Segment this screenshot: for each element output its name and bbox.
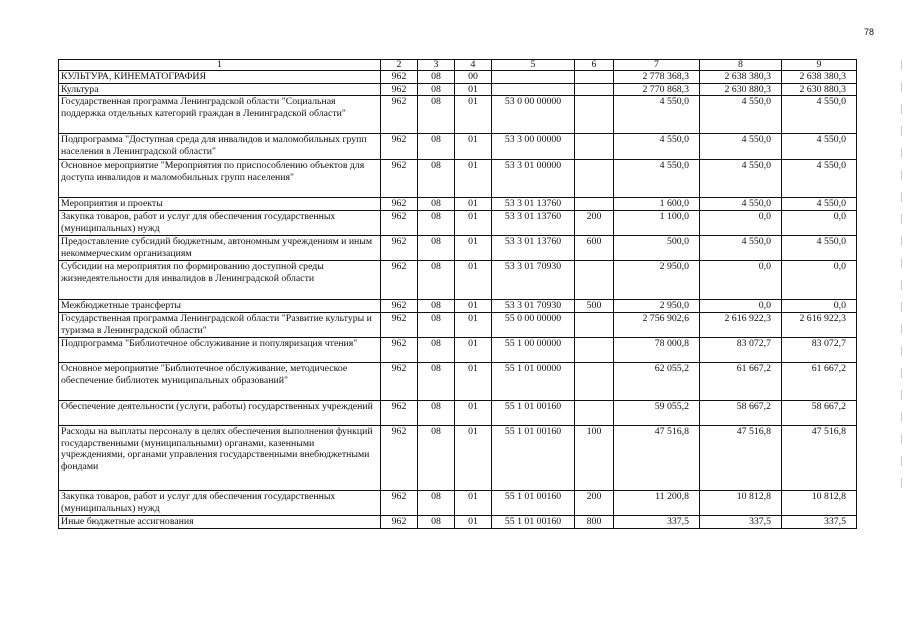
- subsection-code-cell: 01: [455, 401, 492, 426]
- row-name-cell: Подпрограмма "Библиотечное обслуживание и популяризация чтения": [59, 338, 381, 363]
- grbs-code-cell: 962: [381, 363, 418, 401]
- table-body: [59, 71, 857, 529]
- row-name-cell: Обеспечение деятельности (услуги, работы) государственных учреждений: [59, 401, 381, 426]
- target-article-cell: 55 1 01 00160: [492, 491, 575, 516]
- amount-year1-cell: 2 778 368,3: [614, 71, 700, 84]
- row-name-cell: Предоставление субсидий бюджетным, автономным учреждениям и иным некоммерческим организациям: [59, 236, 381, 261]
- target-article-cell: 53 0 00 00000: [492, 96, 575, 134]
- amount-year1-cell: 59 055,2: [614, 401, 700, 426]
- grbs-code-cell: 962: [381, 491, 418, 516]
- expense-type-cell: 500: [575, 300, 614, 313]
- row-name-cell: Основное мероприятие "Библиотечное обслуживание, методическое обеспечение библиотек муниципальных образований": [59, 363, 381, 401]
- target-article-cell: 55 1 01 00160: [492, 426, 575, 491]
- section-code-cell: 08: [418, 71, 455, 84]
- amount-year1-cell: 4 550,0: [614, 160, 700, 198]
- expense-type-cell: [575, 261, 614, 300]
- grbs-code-cell: 962: [381, 198, 418, 211]
- expense-type-cell: 600: [575, 236, 614, 261]
- expense-type-cell: [575, 198, 614, 211]
- expense-type-cell: 800: [575, 516, 614, 529]
- section-code-cell: 08: [418, 160, 455, 198]
- grbs-code-cell: 962: [381, 134, 418, 160]
- amount-year2-cell: 0,0: [700, 300, 782, 313]
- grbs-code-cell: 962: [381, 96, 418, 134]
- row-name-cell: Закупка товаров, работ и услуг для обеспечения государственных (муниципальных) нужд: [59, 211, 381, 236]
- amount-year2-cell: 2 630 880,3: [700, 83, 782, 96]
- section-code-cell: 08: [418, 491, 455, 516]
- amount-year3-cell: 0,0: [782, 211, 857, 236]
- subsection-code-cell: 01: [455, 83, 492, 96]
- target-article-cell: 55 1 01 00160: [492, 516, 575, 529]
- amount-year2-cell: 4 550,0: [700, 198, 782, 211]
- table-row: [59, 71, 857, 84]
- amount-year2-cell: 2 638 380,3: [700, 71, 782, 84]
- amount-year2-cell: 58 667,2: [700, 401, 782, 426]
- amount-year3-cell: 61 667,2: [782, 363, 857, 401]
- subsection-code-cell: 01: [455, 211, 492, 236]
- subsection-code-cell: 01: [455, 426, 492, 491]
- expense-type-cell: [575, 160, 614, 198]
- amount-year1-cell: 2 756 902,6: [614, 313, 700, 338]
- row-name-cell: КУЛЬТУРА, КИНЕМАТОГРАФИЯ: [59, 71, 381, 84]
- table-row: [59, 261, 857, 300]
- section-code-cell: 08: [418, 363, 455, 401]
- table-row: [59, 211, 857, 236]
- subsection-code-cell: 01: [455, 300, 492, 313]
- scan-edge-mark: [901, 60, 902, 490]
- grbs-code-cell: 962: [381, 236, 418, 261]
- row-name-cell: Подпрограмма "Доступная среда для инвалидов и маломобильных групп населения в Ленинградской области": [59, 134, 381, 160]
- budget-table: [58, 59, 857, 529]
- expense-type-cell: [575, 338, 614, 363]
- target-article-cell: 53 3 01 13760: [492, 198, 575, 211]
- section-code-cell: 08: [418, 338, 455, 363]
- amount-year2-cell: 10 812,8: [700, 491, 782, 516]
- amount-year3-cell: 4 550,0: [782, 134, 857, 160]
- target-article-cell: 55 1 01 00000: [492, 363, 575, 401]
- target-article-cell: 53 3 00 00000: [492, 134, 575, 160]
- page-number: 78: [863, 27, 874, 37]
- amount-year3-cell: 2 616 922,3: [782, 313, 857, 338]
- section-code-cell: 08: [418, 96, 455, 134]
- amount-year2-cell: 83 072,7: [700, 338, 782, 363]
- amount-year3-cell: 0,0: [782, 261, 857, 300]
- col-name-header: 1: [59, 60, 381, 71]
- row-name-cell: Государственная программа Ленинградской области "Социальная поддержка отдельных категорий граждан в Ленинградской области": [59, 96, 381, 134]
- column-number-row: [59, 60, 857, 71]
- col-target-article-header: 5: [492, 60, 575, 71]
- col-year1-header: 7: [614, 60, 700, 71]
- amount-year1-cell: 337,5: [614, 516, 700, 529]
- section-code-cell: 08: [418, 426, 455, 491]
- amount-year1-cell: 2 950,0: [614, 261, 700, 300]
- row-name-cell: Основное мероприятие "Мероприятия по приспособлению объектов для доступа инвалидов и маломобильных групп населения": [59, 160, 381, 198]
- section-code-cell: 08: [418, 134, 455, 160]
- amount-year1-cell: 78 000,8: [614, 338, 700, 363]
- amount-year1-cell: 4 550,0: [614, 134, 700, 160]
- amount-year3-cell: 58 667,2: [782, 401, 857, 426]
- grbs-code-cell: 962: [381, 261, 418, 300]
- table-row: [59, 338, 857, 363]
- amount-year3-cell: 10 812,8: [782, 491, 857, 516]
- expense-type-cell: 100: [575, 426, 614, 491]
- amount-year3-cell: 2 630 880,3: [782, 83, 857, 96]
- table-row: [59, 300, 857, 313]
- amount-year2-cell: 4 550,0: [700, 236, 782, 261]
- subsection-code-cell: 01: [455, 198, 492, 211]
- section-code-cell: 08: [418, 83, 455, 96]
- col-section-header: 3: [418, 60, 455, 71]
- subsection-code-cell: 01: [455, 491, 492, 516]
- grbs-code-cell: 962: [381, 160, 418, 198]
- col-year3-header: 9: [782, 60, 857, 71]
- section-code-cell: 08: [418, 401, 455, 426]
- table-row: [59, 236, 857, 261]
- table-row: [59, 491, 857, 516]
- grbs-code-cell: 962: [381, 313, 418, 338]
- amount-year3-cell: 4 550,0: [782, 236, 857, 261]
- row-name-cell: Межбюджетные трансферты: [59, 300, 381, 313]
- amount-year1-cell: 1 600,0: [614, 198, 700, 211]
- amount-year3-cell: 4 550,0: [782, 198, 857, 211]
- section-code-cell: 08: [418, 236, 455, 261]
- subsection-code-cell: 00: [455, 71, 492, 84]
- table-row: [59, 426, 857, 491]
- grbs-code-cell: 962: [381, 426, 418, 491]
- target-article-cell: 53 3 01 13760: [492, 211, 575, 236]
- target-article-cell: 55 1 00 00000: [492, 338, 575, 363]
- subsection-code-cell: 01: [455, 261, 492, 300]
- row-name-cell: Государственная программа Ленинградской области "Развитие культуры и туризма в Ленинградской области": [59, 313, 381, 338]
- section-code-cell: 08: [418, 516, 455, 529]
- table-row: [59, 134, 857, 160]
- amount-year2-cell: 47 516,8: [700, 426, 782, 491]
- amount-year2-cell: 61 667,2: [700, 363, 782, 401]
- section-code-cell: 08: [418, 198, 455, 211]
- target-article-cell: 55 1 01 00160: [492, 401, 575, 426]
- amount-year1-cell: 500,0: [614, 236, 700, 261]
- section-code-cell: 08: [418, 300, 455, 313]
- amount-year1-cell: 47 516,8: [614, 426, 700, 491]
- table-row: [59, 96, 857, 134]
- expense-type-cell: 200: [575, 491, 614, 516]
- expense-type-cell: [575, 363, 614, 401]
- amount-year2-cell: 0,0: [700, 261, 782, 300]
- amount-year3-cell: 2 638 380,3: [782, 71, 857, 84]
- section-code-cell: 08: [418, 211, 455, 236]
- amount-year3-cell: 47 516,8: [782, 426, 857, 491]
- amount-year1-cell: 62 055,2: [614, 363, 700, 401]
- amount-year3-cell: 83 072,7: [782, 338, 857, 363]
- amount-year2-cell: 4 550,0: [700, 96, 782, 134]
- expense-type-cell: [575, 83, 614, 96]
- amount-year1-cell: 1 100,0: [614, 211, 700, 236]
- row-name-cell: Культура: [59, 83, 381, 96]
- grbs-code-cell: 962: [381, 338, 418, 363]
- amount-year2-cell: 4 550,0: [700, 134, 782, 160]
- expense-type-cell: [575, 96, 614, 134]
- col-subsection-header: 4: [455, 60, 492, 71]
- target-article-cell: 53 3 01 70930: [492, 300, 575, 313]
- col-expense-type-header: 6: [575, 60, 614, 71]
- row-name-cell: Мероприятия и проекты: [59, 198, 381, 211]
- grbs-code-cell: 962: [381, 516, 418, 529]
- table-row: [59, 198, 857, 211]
- grbs-code-cell: 962: [381, 300, 418, 313]
- target-article-cell: 55 0 00 00000: [492, 313, 575, 338]
- expense-type-cell: [575, 313, 614, 338]
- amount-year3-cell: 4 550,0: [782, 160, 857, 198]
- amount-year3-cell: 4 550,0: [782, 96, 857, 134]
- target-article-cell: 53 3 01 13760: [492, 236, 575, 261]
- row-name-cell: Иные бюджетные ассигнования: [59, 516, 381, 529]
- subsection-code-cell: 01: [455, 160, 492, 198]
- expense-type-cell: [575, 71, 614, 84]
- col-grbs-header: 2: [381, 60, 418, 71]
- expense-type-cell: 200: [575, 211, 614, 236]
- amount-year1-cell: 2 950,0: [614, 300, 700, 313]
- table-row: [59, 363, 857, 401]
- grbs-code-cell: 962: [381, 71, 418, 84]
- target-article-cell: [492, 83, 575, 96]
- grbs-code-cell: 962: [381, 83, 418, 96]
- amount-year3-cell: 0,0: [782, 300, 857, 313]
- table-row: [59, 401, 857, 426]
- target-article-cell: [492, 71, 575, 84]
- amount-year1-cell: 2 770 868,3: [614, 83, 700, 96]
- table-row: [59, 516, 857, 529]
- amount-year2-cell: 2 616 922,3: [700, 313, 782, 338]
- row-name-cell: Расходы на выплаты персоналу в целях обеспечения выполнения функций государственными (муниципальными) органами, казенными учреждениями, органами управления государственными внебюджетными фондами: [59, 426, 381, 491]
- target-article-cell: 53 3 01 00000: [492, 160, 575, 198]
- grbs-code-cell: 962: [381, 401, 418, 426]
- subsection-code-cell: 01: [455, 313, 492, 338]
- section-code-cell: 08: [418, 313, 455, 338]
- expense-type-cell: [575, 401, 614, 426]
- subsection-code-cell: 01: [455, 516, 492, 529]
- subsection-code-cell: 01: [455, 363, 492, 401]
- amount-year1-cell: 4 550,0: [614, 96, 700, 134]
- amount-year3-cell: 337,5: [782, 516, 857, 529]
- table-row: [59, 160, 857, 198]
- table-row: [59, 83, 857, 96]
- table-row: [59, 313, 857, 338]
- section-code-cell: 08: [418, 261, 455, 300]
- grbs-code-cell: 962: [381, 211, 418, 236]
- subsection-code-cell: 01: [455, 96, 492, 134]
- subsection-code-cell: 01: [455, 338, 492, 363]
- col-year2-header: 8: [700, 60, 782, 71]
- subsection-code-cell: 01: [455, 236, 492, 261]
- target-article-cell: 53 3 01 70930: [492, 261, 575, 300]
- amount-year2-cell: 337,5: [700, 516, 782, 529]
- amount-year2-cell: 0,0: [700, 211, 782, 236]
- amount-year1-cell: 11 200,8: [614, 491, 700, 516]
- subsection-code-cell: 01: [455, 134, 492, 160]
- expense-type-cell: [575, 134, 614, 160]
- row-name-cell: Закупка товаров, работ и услуг для обеспечения государственных (муниципальных) нужд: [59, 491, 381, 516]
- amount-year2-cell: 4 550,0: [700, 160, 782, 198]
- row-name-cell: Субсидии на мероприятия по формированию доступной среды жизнедеятельности для инвалидов в Ленинградской области: [59, 261, 381, 300]
